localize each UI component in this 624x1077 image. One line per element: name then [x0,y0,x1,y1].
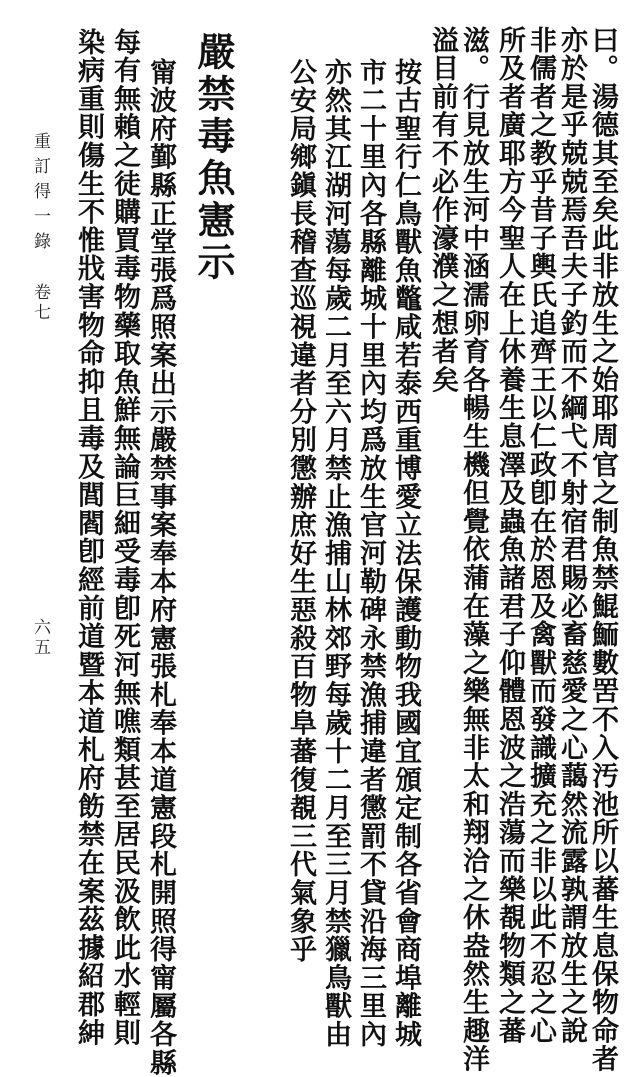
text-column-2: 亦於是乎兢兢焉吾夫子釣而不綱弋不射宿君賜必畜慈愛之心藹然流露孰謂放生之說 [556,26,587,1045]
page-number: 六五 [30,618,50,658]
notice-column-3: 染病重則傷生不惟戕害物命抑且毒及閭閻卽經前道暨本道札府飭禁在案茲據紹郡紳 [73,28,104,1047]
text-column-4: 所及者廣耶方今聖人在上休養生息澤及蟲魚諸君子仰體恩波之浩蕩而樂覩物類之蕃 [494,26,525,1045]
text-column-7: 按古聖行仁鳥獸魚鼈咸若泰西重博愛立法保護動物我國宜頒定制各省會商埠離城 [390,58,421,1049]
book-title-margin [28,132,53,323]
notice-column-1: 甯波府鄞縣正堂張爲照案出示嚴禁事案奉本府憲張札奉本道憲段札開照得甯屬各縣 [145,58,176,1077]
text-column-9: 亦然其江湖河蕩每歲二月至六月禁止漁捕山林郊野每歲十二月至三月禁獵鳥獸由 [320,58,351,1049]
book-title: 重訂得一錄 [30,132,50,257]
text-column-5: 滋。行見放生河中涵濡卵育各暢生機但覺依蒲在藻之樂無非太和翔洽之休盎然生趣洋 [458,26,489,1074]
text-column-1: 曰。湯德其至矣此非放生之始耶周官之制魚禁鯤鮞數罟不入汚池所以蕃生息保物命者 [587,26,618,1074]
section-title: 嚴禁毒魚憲示 [191,32,236,284]
notice-column-2: 每有無賴之徒購買毒物藥取魚鮮無論巨細受毒卽死河無噍類甚至居民汲飲此水輕則 [109,28,140,1047]
text-column-8: 市二十里內各縣離城十里內均爲放生官河勒碑永禁漁捕違者懲罰不貸沿海三里內 [355,58,386,1049]
text-column-10: 公安局鄉鎭長稽查巡視違者分別懲辦庶好生惡殺百物阜蕃復覩三代氣象乎 [285,58,316,964]
volume-label: 卷七 [30,283,50,323]
text-column-3: 非儒者之教乎昔子輿氏追齊王以仁政卽在於恩及禽獸而發識擴充之非以此不忍之心 [525,26,556,1045]
text-column-6: 溢目前有不必作濠濮之想者矣 [427,26,458,394]
